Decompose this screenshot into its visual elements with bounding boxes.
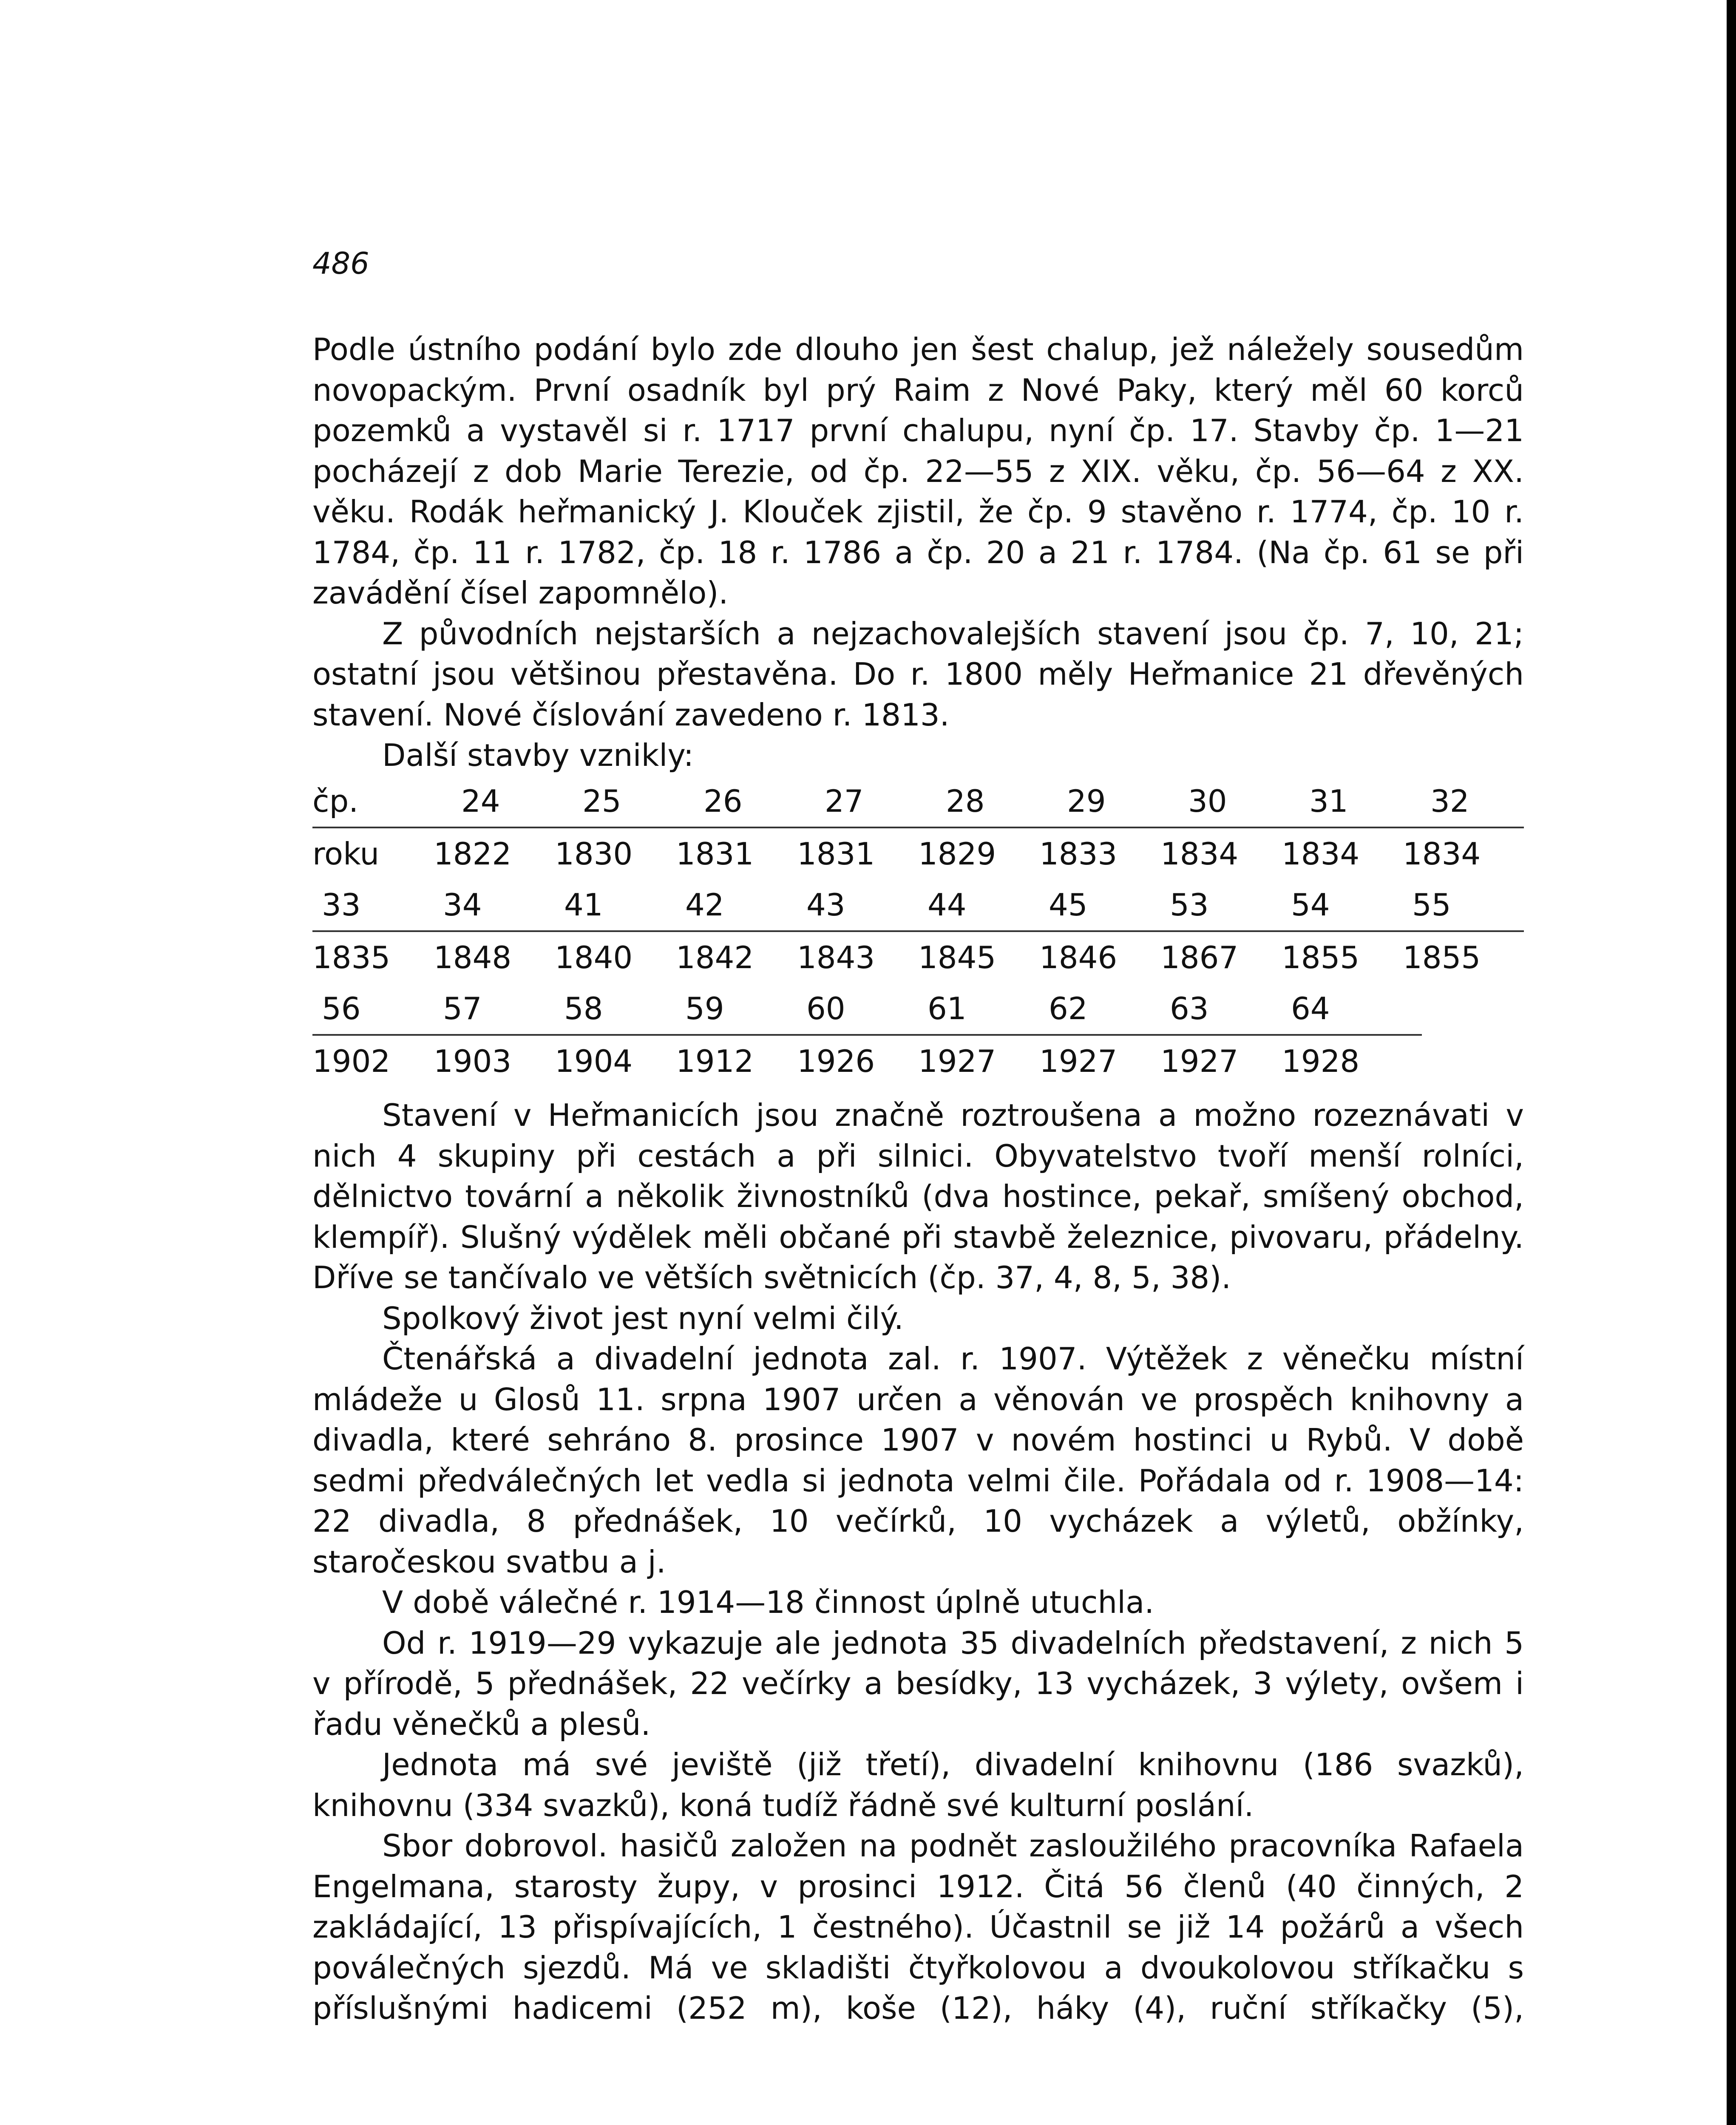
table-cell: 1855 [1282,940,1360,975]
table-cell: 1831 [797,836,875,872]
table-cell: 53 [1170,887,1209,923]
table-cell: 1835 [312,940,391,975]
table-cell: 55 [1412,887,1451,923]
table-cell: 63 [1170,991,1209,1026]
table-cell: 42 [685,887,724,923]
table-cell: 28 [946,783,985,819]
table-cell: 34 [443,887,482,923]
table-cell: 1855 [1403,940,1481,975]
table-cell: 1834 [1160,836,1239,872]
paragraph-oldest-buildings: Z původních nejstarších a nejzachovalejších stavení jsou čp. 7, 10, 21; ostatní jsou většinou přestavěna. Do r. 1800 měly Heřmanice 21 dřevěných stavení. Nové číslování zavedeno r. 1813. [312,615,1524,733]
table-row-years [312,1036,1524,1087]
table-cell: 54 [1291,887,1330,923]
table-cell: 1834 [1403,836,1481,872]
paragraph-club-life: Spolkový život jest nyní velmi čilý. [382,1300,904,1336]
table-cell: 1927 [918,1043,996,1079]
table-header-row [312,776,1524,827]
table-cell: 1833 [1039,836,1118,872]
table-cell: 1846 [1039,940,1118,975]
table-cell: 30 [1188,783,1227,819]
table-cell: 1927 [1039,1043,1118,1079]
table-cell: 41 [564,887,603,923]
table-row-years [312,932,1524,983]
table-cell: 24 [461,783,500,819]
table-cell: 1845 [918,940,996,975]
table-row-numbers [312,983,1524,1034]
table-cell: 64 [1291,991,1330,1026]
table-cell: 1904 [555,1043,633,1079]
paragraph-postwar: Od r. 1919—29 vykazuje ale jednota 35 divadelních představení, z nich 5 v přírodě, 5 přednášek, 22 večírky a besídky, 13 vycházek, 3 výlety, ovšem i řadu věnečků a plesů. [312,1625,1524,1742]
table-cell: 43 [806,887,845,923]
paragraph-founding: Podle ústního podání bylo zde dlouho jen šest chalup, jež náležely sousedům novopackým. První osadník byl prý Raim z Nové Paky, který měl 60 korců pozemků a vystavěl si r. 1717 první chalupu, nyní čp. 17. Stavby čp. 1—21 pocházejí z dob Marie Terezie, od čp. 22—55 z XIX. věku, čp. 56—64 z XX. věku. Rodák heřmanický J. Klouček zjistil, že čp. 9 stavěno r. 1774, čp. 10 r. 1784, čp. 11 r. 1782, čp. 18 r. 1786 a čp. 20 a 21 r. 1784. (Na čp. 61 se při zavádění čísel zapomnělo). [312,332,1524,611]
table-cell: 27 [825,783,864,819]
table-cell: 1831 [676,836,754,872]
table-cell: 1834 [1282,836,1360,872]
table-cell: 1822 [434,836,512,872]
table-cell: 32 [1430,783,1469,819]
table-cell: 1912 [676,1043,754,1079]
paragraph-reading-society: Čtenářská a divadelní jednota zal. r. 1907. Výtěžek z věnečku místní mládeže u Glosů 11. srpna 1907 určen a věnován ve prospěch knihovny a divadla, které sehráno 8. prosince 1907 v novém hostinci u Rybů. V době sedmi předválečných let vedla si jednota velmi čile. Pořádala od r. 1908—14: 22 divadla, 8 přednášek, 10 večírků, 10 vycházek a výletů, obžínky, staročeskou svatbu a j. [312,1341,1524,1580]
table-cell: 1842 [676,940,754,975]
table-cell: 61 [928,991,967,1026]
table-cell: 58 [564,991,603,1026]
table-cell: roku [312,836,380,872]
table-cell: 1928 [1282,1043,1360,1079]
table-cell: 1843 [797,940,875,975]
table-cell: 57 [443,991,482,1026]
paragraph-settlement: Stavení v Heřmanicích jsou značně roztroušena a možno rozeznávati v nich 4 skupiny při cestách a při silnici. Obyvatelstvo tvoří menší rolníci, dělnictvo tovární a několik živnostníků (dva hostince, pekař, smíšený obchod, klempíř). Slušný výdělek měli občané při stavbě železnice, pivovaru, přádelny. Dříve se tančívalo ve větších světnicích (čp. 37, 4, 8, 5, 38). [312,1097,1524,1295]
table-cell: 1926 [797,1043,875,1079]
table-cell: 1902 [312,1043,391,1079]
buildings-table [312,776,1524,1087]
table-cell: 45 [1049,887,1088,923]
table-cell: 1848 [434,940,512,975]
page-number: 486 [312,246,369,281]
table-row-years [312,828,1524,879]
table-cell: 1867 [1160,940,1239,975]
paragraph-firefighters: Sbor dobrovol. hasičů založen na podnět zasloužilého pracovníka Rafaela Engelmana, starosty župy, v prosinci 1912. Čitá 56 členů (40 činných, 2 zakládající, 13 přispívajících, 1 čestného). Účastnil se již 14 požárů a všech poválečných sjezdů. Má ve skladišti čtyřkolovou a dvoukolovou stříkačku s příslušnými hadicemi (252 m), koše (12), háky (4), ruční stříkačky (5), [312,1828,1524,2026]
table-cell: 29 [1067,783,1106,819]
table-cell: 44 [928,887,967,923]
table-cell: 56 [322,991,361,1026]
table-intro: Další stavby vznikly: [382,737,694,773]
table-cell: 33 [322,887,361,923]
scan-edge-right [1727,0,1736,2125]
page-content [312,329,1524,2029]
paragraph-war: V době válečné r. 1914—18 činnost úplně utuchla. [382,1584,1154,1620]
table-cell: 26 [703,783,743,819]
table-cell: 25 [582,783,621,819]
table-cell: 1840 [555,940,633,975]
table-cell: 1830 [555,836,633,872]
table-cell: 1903 [434,1043,512,1079]
table-cell: 60 [806,991,845,1026]
table-cell: 1927 [1160,1043,1239,1079]
table-cell: 1829 [918,836,996,872]
table-cell: čp. [312,783,359,819]
table-row-numbers [312,879,1524,930]
table-cell: 59 [685,991,724,1026]
body-text [312,1095,1524,2029]
table-cell: 62 [1049,991,1088,1026]
paragraph-stage: Jednota má své jeviště (již třetí), divadelní knihovnu (186 svazků), knihovnu (334 svazků), koná tudíž řádně své kulturní poslání. [312,1747,1524,1823]
table-cell: 31 [1309,783,1348,819]
